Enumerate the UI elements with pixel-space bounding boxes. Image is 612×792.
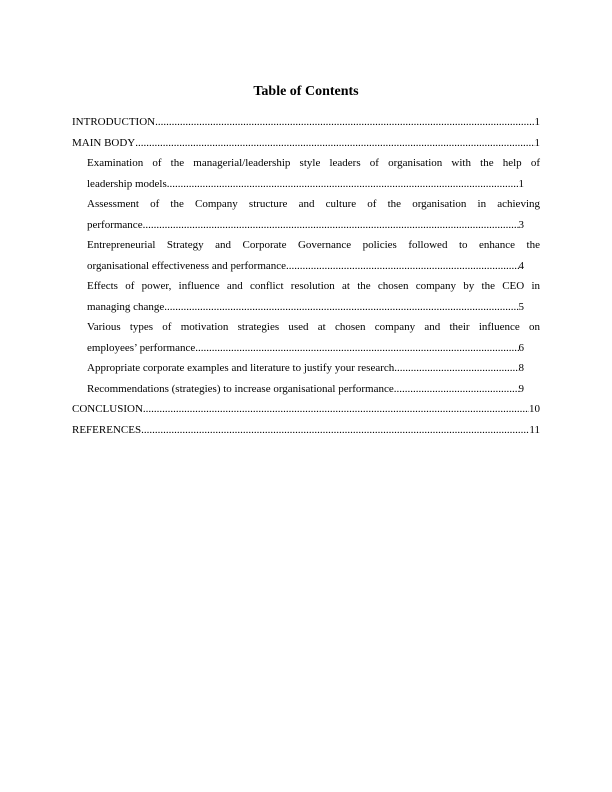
toc-entry-conclusion[interactable] [72,399,540,420]
toc-entry-label: INTRODUCTION [72,116,156,128]
toc-entry-label: MAIN BODY [72,136,136,149]
toc-page-number: 1 [534,116,540,128]
toc-entry-label-line1: Entrepreneurial Strategy and Corporate Governance policies followed to enhance the [87,239,540,251]
toc-leader-dots [141,420,529,441]
toc-entry-label-line1: Assessment of the Company structure and culture of the organisation in achieving [87,198,540,210]
toc-leader-dots [195,338,518,359]
toc-leader-dots [167,174,519,195]
toc-leader-dots [135,133,534,154]
toc-page-number: 9 [518,382,524,395]
toc-entry-corporate-examples[interactable] [72,358,540,379]
toc-page-number: 1 [518,177,524,190]
toc-entry-leadership-style[interactable] [72,153,540,194]
toc-entry-entrepreneurial-strategy[interactable] [72,235,540,276]
toc-entry-label-line2: performance [87,218,143,231]
toc-page-number: 1 [534,136,540,149]
toc-entry-label: Recommendations (strategies) to increase organisational performance [87,382,394,395]
toc-entry-label-line1: Effects of power, influence and conflict resolution at the chosen company by the CEO in [87,280,540,292]
toc-entry-label: CONCLUSION [72,403,143,415]
toc-entry-label-line1: Various types of motivation strategies used at chosen company and their influence on [87,321,540,333]
toc-page-number: 6 [518,341,524,354]
toc-entry-label-line2: organisational effectiveness and performance [87,259,287,272]
toc-entry-motivation-strategies[interactable] [72,317,540,358]
toc-entry-label: REFERENCES [72,423,142,436]
toc-entry-recommendations[interactable] [72,379,540,400]
toc-leader-dots [143,399,529,420]
toc-entry-label: Appropriate corporate examples and literature to justify your research [87,362,395,374]
toc-page-number: 8 [518,362,524,374]
toc-entry-references[interactable] [72,420,540,441]
toc-entry-company-structure[interactable] [72,194,540,235]
toc-entry-label-line2: managing change [87,300,165,313]
toc-page-number: 5 [518,300,524,313]
toc-leader-dots [394,379,519,400]
toc-page-number: 11 [529,423,540,436]
toc-entry-label-line2: leadership models [87,177,167,190]
toc-entry-introduction[interactable] [72,112,540,133]
toc-leader-dots [286,256,518,277]
toc-page-number: 10 [529,403,540,415]
toc-leader-dots [155,112,534,133]
toc-entry-label-line1: Examination of the managerial/leadership style leaders of organisation with the help of [87,157,540,169]
toc-leader-dots [394,358,518,379]
toc-title: Table of Contents [253,84,359,99]
table-of-contents [72,112,540,440]
toc-leader-dots [164,297,518,318]
toc-leader-dots [143,215,519,236]
toc-entry-power-influence[interactable] [72,276,540,317]
toc-entry-main-body[interactable] [72,133,540,154]
toc-page-number: 3 [518,218,524,231]
toc-page-number: 4 [518,259,524,272]
toc-entry-label-line2: employees’ performance [87,341,196,354]
